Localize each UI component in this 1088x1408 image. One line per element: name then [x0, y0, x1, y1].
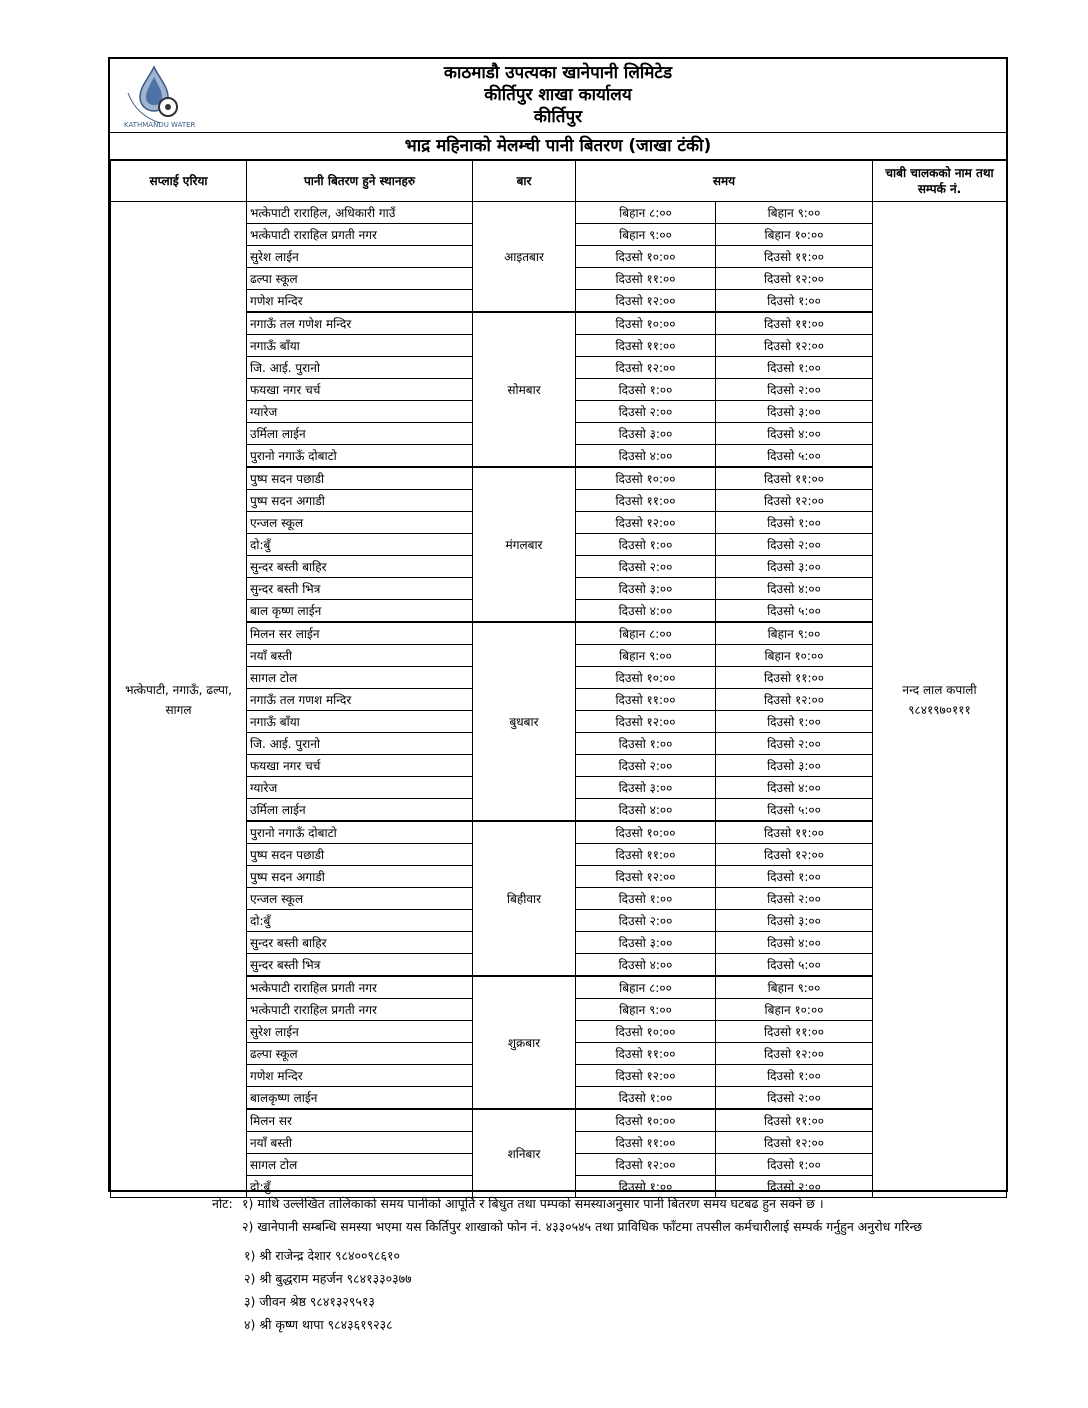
place-cell: सुन्दर बस्ती भित्र [247, 578, 473, 600]
place-cell: ग्यारेज [247, 777, 473, 799]
start-time-cell: दिउसो ३:०० [576, 423, 716, 445]
notes-section [212, 1192, 982, 1336]
place-cell: उर्मिला लाईन [247, 423, 473, 445]
end-time-cell: दिउसो १:०० [716, 290, 873, 313]
place-cell: पुरानो नगाऊँ दोबाटो [247, 445, 473, 468]
end-time-cell: दिउसो ४:०० [716, 777, 873, 799]
schedule-title: भाद्र महिनाको मेलम्ची पानी बितरण (जाखा टंकी) [110, 133, 1006, 160]
end-time-cell: दिउसो ३:०० [716, 556, 873, 578]
place-cell: दो:बुँ [247, 1176, 473, 1198]
start-time-cell: दिउसो १:०० [576, 888, 716, 910]
place-cell: मिलन सर लाईन [247, 622, 473, 645]
branch-location: कीर्तिपुर [533, 107, 583, 127]
document-header [110, 59, 1006, 133]
org-name: काठमाडौ उपत्यका खानेपानी लिमिटेड [443, 63, 673, 83]
end-time-cell: दिउसो २:०० [716, 888, 873, 910]
table-body [111, 202, 1007, 1198]
schedule-document [108, 57, 1008, 1192]
place-cell: भत्केपाटी राराहिल प्रगती नगर [247, 976, 473, 999]
contact-3: ३) जीवन श्रेष्ठ ९८४१३२९५१३ [244, 1294, 375, 1309]
note-1: १) माथि उल्लेखित तालिकाको समय पानीको आपूर्ति र बिधुत तथा पम्पको समस्याअनुसार पानी बितरण समय घटबढ हुन सक्ने छ । [242, 1196, 824, 1211]
contact-2: २) श्री बुद्धराम महर्जन ९८४१३३०३७७ [244, 1271, 412, 1286]
start-time-cell: दिउसो ३:०० [576, 932, 716, 954]
place-cell: सुरेश लाईन [247, 246, 473, 268]
place-cell: पुष्प सदन अगाडी [247, 490, 473, 512]
place-cell: भत्केपाटी राराहिल प्रगती नगर [247, 999, 473, 1021]
end-time-cell: दिउसो १२:०० [716, 689, 873, 711]
end-time-cell: दिउसो ११:०० [716, 246, 873, 268]
end-time-cell: दिउसो ३:०० [716, 401, 873, 423]
contact-4: ४) श्री कृष्ण थापा ९८४३६१९२३८ [244, 1317, 393, 1332]
start-time-cell: दिउसो ४:०० [576, 445, 716, 468]
start-time-cell: दिउसो १०:०० [576, 1109, 716, 1132]
end-time-cell: दिउसो ५:०० [716, 799, 873, 822]
place-cell: सागल टोल [247, 667, 473, 689]
place-cell: एन्जल स्कूल [247, 512, 473, 534]
start-time-cell: दिउसो १:०० [576, 1087, 716, 1110]
place-cell: सुन्दर बस्ती बाहिर [247, 556, 473, 578]
operator-phone: ९८४१९७०१११ [908, 702, 971, 717]
place-cell: उर्मिला लाईन [247, 799, 473, 822]
start-time-cell: दिउसो १२:०० [576, 290, 716, 313]
place-cell: पुष्प सदन पछाडी [247, 467, 473, 490]
place-cell: नगाऊँ तल गणेश मन्दिर [247, 312, 473, 335]
end-time-cell: दिउसो ३:०० [716, 910, 873, 932]
end-time-cell: दिउसो ५:०० [716, 600, 873, 623]
note-line [212, 1215, 982, 1238]
notes-label: नोट: [212, 1196, 233, 1211]
end-time-cell: दिउसो १२:०० [716, 335, 873, 357]
start-time-cell: दिउसो १२:०० [576, 512, 716, 534]
end-time-cell: दिउसो २:०० [716, 1176, 873, 1198]
start-time-cell: बिहान ९:०० [576, 999, 716, 1021]
end-time-cell: दिउसो १२:०० [716, 844, 873, 866]
start-time-cell: दिउसो २:०० [576, 556, 716, 578]
place-cell: एन्जल स्कूल [247, 888, 473, 910]
start-time-cell: दिउसो ११:०० [576, 335, 716, 357]
place-cell: जि. आई. पुरानो [247, 733, 473, 755]
place-cell: फयखा नगर चर्च [247, 379, 473, 401]
place-cell: ढल्पा स्कूल [247, 1043, 473, 1065]
col-header-day: बार [473, 161, 576, 202]
end-time-cell: दिउसो ४:०० [716, 578, 873, 600]
place-cell: सागल टोल [247, 1154, 473, 1176]
place-cell: पुष्प सदन पछाडी [247, 844, 473, 866]
col-header-places: पानी बितरण हुने स्थानहरु [247, 161, 473, 202]
end-time-cell: दिउसो ४:०० [716, 423, 873, 445]
day-cell: बिहीवार [473, 821, 576, 976]
col-header-operator: चाबी चालकको नाम तथा सम्पर्क नं. [873, 161, 1007, 202]
end-time-cell: दिउसो ११:०० [716, 467, 873, 490]
end-time-cell: दिउसो ११:०० [716, 1021, 873, 1043]
place-cell: सुन्दर बस्ती बाहिर [247, 932, 473, 954]
place-cell: सुरेश लाईन [247, 1021, 473, 1043]
place-cell: पुरानो नगाऊँ दोबाटो [247, 821, 473, 844]
end-time-cell: दिउसो १:०० [716, 711, 873, 733]
end-time-cell: दिउसो १२:०० [716, 1043, 873, 1065]
place-cell: बालकृष्ण लाईन [247, 1087, 473, 1110]
day-cell: बुधबार [473, 622, 576, 821]
place-cell: गणेश मन्दिर [247, 1065, 473, 1087]
place-cell: नयाँ बस्ती [247, 645, 473, 667]
day-cell: मंगलबार [473, 467, 576, 622]
note-line [212, 1192, 982, 1215]
contact-1: १) श्री राजेन्द्र देशार ९८४००९८६१० [244, 1248, 400, 1263]
start-time-cell: दिउसो ११:०० [576, 268, 716, 290]
supply-area-cell: भत्केपाटी, नगाऊँ, ढल्पा, सागल [111, 202, 247, 1198]
start-time-cell: दिउसो ११:०० [576, 1043, 716, 1065]
start-time-cell: दिउसो ३:०० [576, 777, 716, 799]
start-time-cell: दिउसो १२:०० [576, 1154, 716, 1176]
start-time-cell: दिउसो २:०० [576, 910, 716, 932]
start-time-cell: दिउसो २:०० [576, 401, 716, 423]
end-time-cell: बिहान ९:०० [716, 976, 873, 999]
place-cell: दो:बुँ [247, 534, 473, 556]
end-time-cell: दिउसो २:०० [716, 1087, 873, 1110]
place-cell: नगाऊँ तल गणश मन्दिर [247, 689, 473, 711]
end-time-cell: दिउसो १:०० [716, 1065, 873, 1087]
start-time-cell: दिउसो ३:०० [576, 578, 716, 600]
place-cell: दो:बुँ [247, 910, 473, 932]
note-2: २) खानेपानी सम्बन्धि समस्या भएमा यस किर्तिपुर शाखाको फोन नं. ४३३०५४५ तथा प्राविधिक फाँटमा तपसील कर्मचारीलाई सम्पर्क गर्नुहुन अनुरोध गरिन्छ [242, 1219, 922, 1234]
start-time-cell: बिहान ८:०० [576, 202, 716, 224]
place-cell: भत्केपाटी राराहिल प्रगती नगर [247, 224, 473, 246]
place-cell: फयखा नगर चर्च [247, 755, 473, 777]
day-cell: शुक्रबार [473, 976, 576, 1109]
start-time-cell: दिउसो ११:०० [576, 490, 716, 512]
place-cell: सुन्दर बस्ती भित्र [247, 954, 473, 977]
end-time-cell: दिउसो ५:०० [716, 954, 873, 977]
end-time-cell: बिहान १०:०० [716, 645, 873, 667]
branch-name: कीर्तिपुर शाखा कार्यालय [484, 85, 632, 105]
start-time-cell: दिउसो १०:०० [576, 667, 716, 689]
start-time-cell: दिउसो ४:०० [576, 600, 716, 623]
table-row [111, 202, 1007, 224]
start-time-cell: दिउसो १०:०० [576, 1021, 716, 1043]
place-cell: बाल कृष्ण लाईन [247, 600, 473, 623]
start-time-cell: दिउसो ४:०० [576, 954, 716, 977]
end-time-cell: बिहान ९:०० [716, 202, 873, 224]
place-cell: पुष्प सदन अगाडी [247, 866, 473, 888]
start-time-cell: दिउसो ११:०० [576, 689, 716, 711]
place-cell: ढल्पा स्कूल [247, 268, 473, 290]
end-time-cell: दिउसो १२:०० [716, 1132, 873, 1154]
end-time-cell: दिउसो २:०० [716, 733, 873, 755]
logo-text: KATHMANDU WATER [124, 121, 196, 129]
end-time-cell: दिउसो २:०० [716, 534, 873, 556]
start-time-cell: दिउसो १२:०० [576, 357, 716, 379]
start-time-cell: दिउसो १२:०० [576, 866, 716, 888]
day-cell: सोमबार [473, 312, 576, 467]
end-time-cell: दिउसो १२:०० [716, 268, 873, 290]
end-time-cell: बिहान ९:०० [716, 622, 873, 645]
start-time-cell: दिउसो १०:०० [576, 821, 716, 844]
operator-name: नन्द लाल कपाली [902, 682, 977, 697]
end-time-cell: दिउसो १:०० [716, 866, 873, 888]
end-time-cell: बिहान १०:०० [716, 999, 873, 1021]
start-time-cell: दिउसो १:०० [576, 534, 716, 556]
start-time-cell: बिहान ९:०० [576, 224, 716, 246]
place-cell: नयाँ बस्ती [247, 1132, 473, 1154]
day-cell: आइतबार [473, 202, 576, 313]
operator-cell [873, 202, 1007, 1198]
start-time-cell: बिहान ८:०० [576, 976, 716, 999]
end-time-cell: दिउसो १:०० [716, 1154, 873, 1176]
start-time-cell: दिउसो १०:०० [576, 312, 716, 335]
end-time-cell: बिहान १०:०० [716, 224, 873, 246]
place-cell: जि. आई. पुरानो [247, 357, 473, 379]
end-time-cell: दिउसो ११:०० [716, 312, 873, 335]
end-time-cell: दिउसो ३:०० [716, 755, 873, 777]
col-header-time: समय [576, 161, 873, 202]
end-time-cell: दिउसो ११:०० [716, 821, 873, 844]
end-time-cell: दिउसो ११:०० [716, 1109, 873, 1132]
start-time-cell: दिउसो १:०० [576, 379, 716, 401]
end-time-cell: दिउसो ११:०० [716, 667, 873, 689]
day-cell: शनिबार [473, 1109, 576, 1198]
place-cell: नगाऊँ बाँया [247, 711, 473, 733]
start-time-cell: दिउसो १:०० [576, 1176, 716, 1198]
place-cell: नगाऊँ बाँया [247, 335, 473, 357]
start-time-cell: दिउसो ४:०० [576, 799, 716, 822]
start-time-cell: बिहान ८:०० [576, 622, 716, 645]
end-time-cell: दिउसो १:०० [716, 357, 873, 379]
start-time-cell: दिउसो १२:०० [576, 1065, 716, 1087]
start-time-cell: दिउसो १०:०० [576, 246, 716, 268]
end-time-cell: दिउसो १२:०० [716, 490, 873, 512]
end-time-cell: दिउसो ५:०० [716, 445, 873, 468]
start-time-cell: दिउसो १:०० [576, 733, 716, 755]
start-time-cell: बिहान ९:०० [576, 645, 716, 667]
place-cell: मिलन सर [247, 1109, 473, 1132]
start-time-cell: दिउसो २:०० [576, 755, 716, 777]
place-cell: भत्केपाटी राराहिल, अधिकारी गाउँ [247, 202, 473, 224]
end-time-cell: दिउसो १:०० [716, 512, 873, 534]
start-time-cell: दिउसो ११:०० [576, 844, 716, 866]
col-header-area: सप्लाई एरिया [111, 161, 247, 202]
end-time-cell: दिउसो २:०० [716, 379, 873, 401]
start-time-cell: दिउसो १२:०० [576, 711, 716, 733]
end-time-cell: दिउसो ४:०० [716, 932, 873, 954]
distribution-table [110, 160, 1007, 1198]
place-cell: ग्यारेज [247, 401, 473, 423]
start-time-cell: दिउसो ११:०० [576, 1132, 716, 1154]
place-cell: गणेश मन्दिर [247, 290, 473, 313]
start-time-cell: दिउसो १०:०० [576, 467, 716, 490]
